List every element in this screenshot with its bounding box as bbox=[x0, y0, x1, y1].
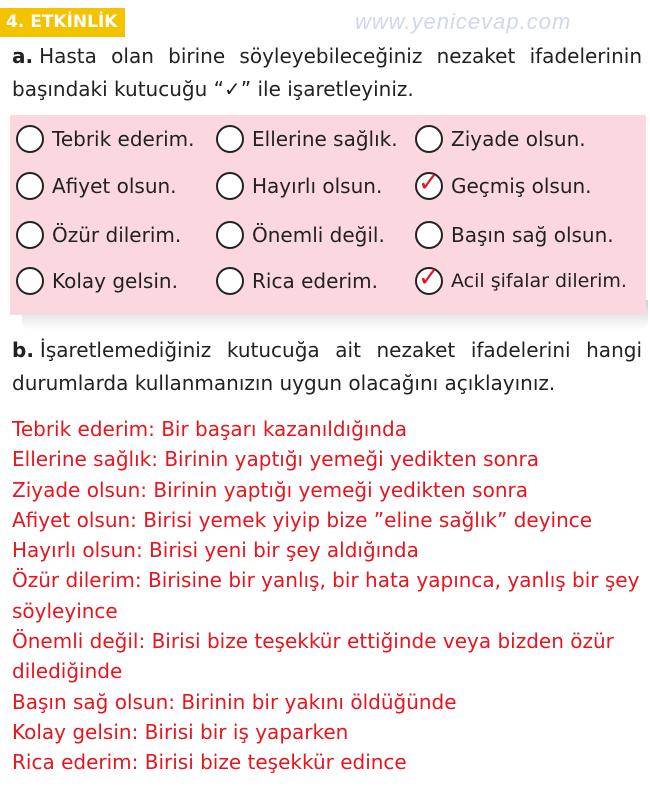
instruction-a-text: Hasta olan birine söyleyebileceğiniz nezaket ifadelerinin başındaki kutucuğu “✓” ile işaretleyiniz. bbox=[12, 44, 642, 101]
option-label: Afiyet olsun. bbox=[52, 174, 177, 198]
circle-checkbox[interactable] bbox=[415, 125, 443, 153]
option-label: Ziyade olsun. bbox=[451, 127, 586, 151]
answer-line: Ellerine sağlık: Birinin yaptığı yemeği yedikten sonra bbox=[12, 447, 539, 472]
circle-checkbox[interactable] bbox=[16, 125, 44, 153]
instruction-b-text: İşaretlemediğiniz kutucuğa ait nezaket ifadelerini hangi durumlarda kullanmanızın uygun olacağını açıklayınız. bbox=[12, 338, 642, 395]
option-item[interactable] bbox=[16, 267, 178, 295]
option-item[interactable] bbox=[216, 172, 382, 200]
option-item[interactable] bbox=[415, 125, 586, 153]
instruction-b bbox=[12, 334, 642, 400]
answer-line: Hayırlı olsun: Birisi yeni bir şey aldığında bbox=[12, 538, 419, 563]
check-icon: ✓ bbox=[418, 168, 440, 198]
option-item[interactable] bbox=[16, 172, 177, 200]
option-label: Başın sağ olsun. bbox=[451, 223, 614, 247]
option-item[interactable] bbox=[216, 267, 378, 295]
option-item[interactable] bbox=[216, 125, 398, 153]
option-label: Özür dilerim. bbox=[52, 223, 182, 247]
instruction-a bbox=[12, 40, 642, 106]
circle-checkbox-checked[interactable] bbox=[415, 263, 443, 295]
instruction-a-letter: a. bbox=[12, 44, 34, 68]
option-item[interactable] bbox=[415, 263, 627, 295]
answer-line: Başın sağ olsun: Birinin bir yakını öldüğünde bbox=[12, 689, 457, 714]
circle-checkbox[interactable] bbox=[216, 221, 244, 249]
instruction-b-letter: b. bbox=[12, 338, 34, 362]
circle-checkbox[interactable] bbox=[16, 267, 44, 295]
option-label: Rica ederim. bbox=[252, 269, 378, 293]
option-item[interactable] bbox=[415, 221, 614, 249]
circle-checkbox-checked[interactable] bbox=[415, 168, 443, 200]
circle-checkbox[interactable] bbox=[216, 267, 244, 295]
activity-badge: 4. ETKİNLİK bbox=[0, 8, 125, 37]
answer-line: Kolay gelsin: Birisi bir iş yaparken bbox=[12, 719, 349, 744]
circle-checkbox[interactable] bbox=[216, 125, 244, 153]
answer-line: Tebrik ederim: Bir başarı kazanıldığında bbox=[12, 417, 407, 441]
answer-line: Özür dilerim: Birisine bir yanlış, bir hata yapınca, yanlış bir şey söyleyince bbox=[12, 568, 640, 623]
circle-checkbox[interactable] bbox=[16, 172, 44, 200]
circle-checkbox[interactable] bbox=[216, 172, 244, 200]
option-label: Ellerine sağlık. bbox=[252, 127, 398, 151]
answer-line: Önemli değil: Birisi bize teşekkür ettiğinde veya bizden özür dilediğinde bbox=[12, 629, 614, 684]
option-label: Geçmiş olsun. bbox=[451, 174, 592, 198]
option-item[interactable] bbox=[216, 221, 385, 249]
option-label: Hayırlı olsun. bbox=[252, 174, 383, 198]
option-item[interactable] bbox=[415, 168, 592, 200]
answer-line: Rica ederim: Birisi bize teşekkür edince bbox=[12, 750, 407, 775]
circle-checkbox[interactable] bbox=[415, 221, 443, 249]
option-item[interactable] bbox=[16, 221, 181, 249]
option-label: Tebrik ederim. bbox=[52, 127, 195, 151]
answers-list bbox=[12, 414, 642, 778]
watermark: www.yenicevap.com bbox=[355, 9, 572, 34]
circle-checkbox[interactable] bbox=[16, 221, 44, 249]
option-item[interactable] bbox=[16, 125, 194, 153]
option-label: Acil şifalar dilerim. bbox=[451, 270, 627, 292]
answer-line: Afiyet olsun: Birisi yemek yiyip bize ”eline sağlık” deyince bbox=[12, 507, 593, 532]
answer-line: Ziyade olsun: Birinin yaptığı yemeği yedikten sonra bbox=[12, 477, 528, 502]
option-label: Önemli değil. bbox=[252, 223, 385, 247]
option-label: Kolay gelsin. bbox=[52, 269, 178, 293]
options-panel bbox=[10, 115, 646, 315]
check-icon: ✓ bbox=[418, 263, 440, 293]
